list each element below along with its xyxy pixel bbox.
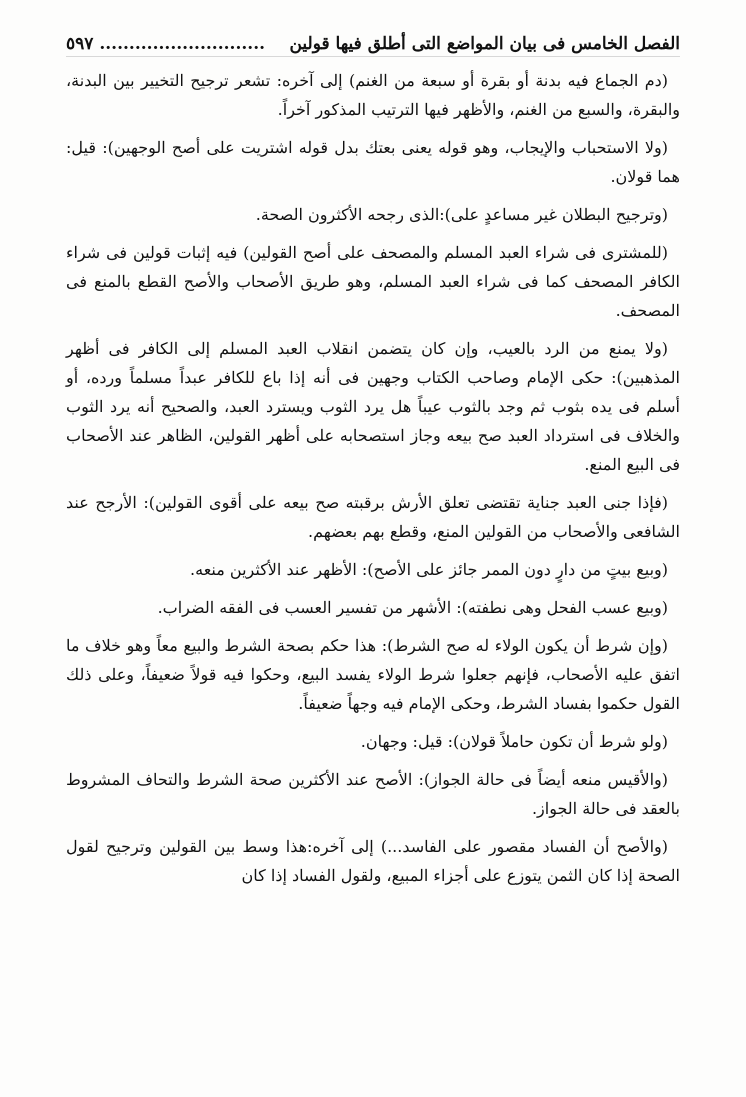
page-number: ٥٩٧ ............................: [66, 34, 266, 54]
paragraph: (وبيع عسب الفحل وهى نطفته): الأشهر من تفسير العسب فى الفقه الضراب.: [157, 598, 668, 617]
chapter-title: الفصل الخامس فى بيان المواضع التى أطلق فيها قولين: [289, 34, 680, 54]
paragraph: (وإن شرط أن يكون الولاء له صح الشرط): هذا حكم بصحة الشرط والبيع معاً وهو خلاف ما اتفق عليه الأصحاب، فإنهم جعلوا شرط الولاء يفسد البيع، وحكوا فيه قولاً ضعيفاً، وعلى ذلك القول حكموا بفساد الشرط، وحكى الإمام فيه وجهاً ضعيفاً.: [66, 636, 680, 713]
paragraph: (ولا الاستحباب والإيجاب، وهو قوله يعنى بعتك بدل قوله اشتريت على أصح الوجهين): قيل: هما قولان.: [66, 138, 680, 186]
paragraph: (دم الجماع فيه بدنة أو بقرة أو سبعة من الغنم) إلى آخره: تشعر ترجيح التخيير بين البدنة، والبقرة، والسبع من الغنم، والأظهر فيها الترتيب المذكور آخراً.: [66, 71, 680, 119]
paragraph: (والأقيس منعه أيضاً فى حالة الجواز): الأصح عند الأكثرين صحة الشرط والتحاف المشروط بالعقد فى حالة الجواز.: [66, 770, 680, 818]
paragraph: (وترجيح البطلان غير مساعدٍ على):الذى رجحه الأكثرون الصحة.: [255, 205, 668, 224]
paragraph: (للمشترى فى شراء العبد المسلم والمصحف على أصح القولين) فيه إثبات قولين فى شراء الكافر المصحف كما فى شراء العبد المسلم، وهو طريق الأصحاب والأصح القطع بالمنع فى المصحف.: [66, 243, 680, 320]
paragraph: (وبيع بيتٍ من دارٍ دون الممر جائز على الأصح): الأظهر عند الأكثرين منعه.: [190, 560, 668, 579]
paragraph: (والأصح أن الفساد مقصور على الفاسد...) إلى آخره:هذا وسط بين القولين وترجيح لقول الصحة إذا كان الثمن يتوزع على أجزاء المبيع، ولقول الفساد إذا كان: [66, 837, 680, 885]
running-header: [66, 30, 680, 57]
page-body: [66, 66, 680, 899]
paragraph: (فإذا جنى العبد جناية تقتضى تعلق الأرش برقبته صح بيعه على أقوى القولين): الأرجح عند الشافعى والأصحاب من القولين المنع، وقطع بهم بعضهم.: [66, 493, 680, 541]
paragraph: (ولو شرط أن تكون حاملاً قولان): قيل: وجهان.: [360, 732, 668, 751]
paragraph: (ولا يمنع من الرد بالعيب، وإن كان يتضمن انقلاب العبد المسلم إلى الكافر فى أظهر المذهبين): حكى الإمام وصاحب الكتاب وجهين فى أنه إذا باع للكافر عبداً مسلماً ورده، أو أسلم فى يده بثوب ثم وجد بالثوب عيباً هل يرد الثوب ويسترد العبد، والصحيح أنه يرد الثوب والخلاف فى استرداد العبد صح بيعه وجاز استصحابه على أظهر القولين، الظاهر عند الأصحاب فى البيع المنع.: [66, 339, 680, 474]
